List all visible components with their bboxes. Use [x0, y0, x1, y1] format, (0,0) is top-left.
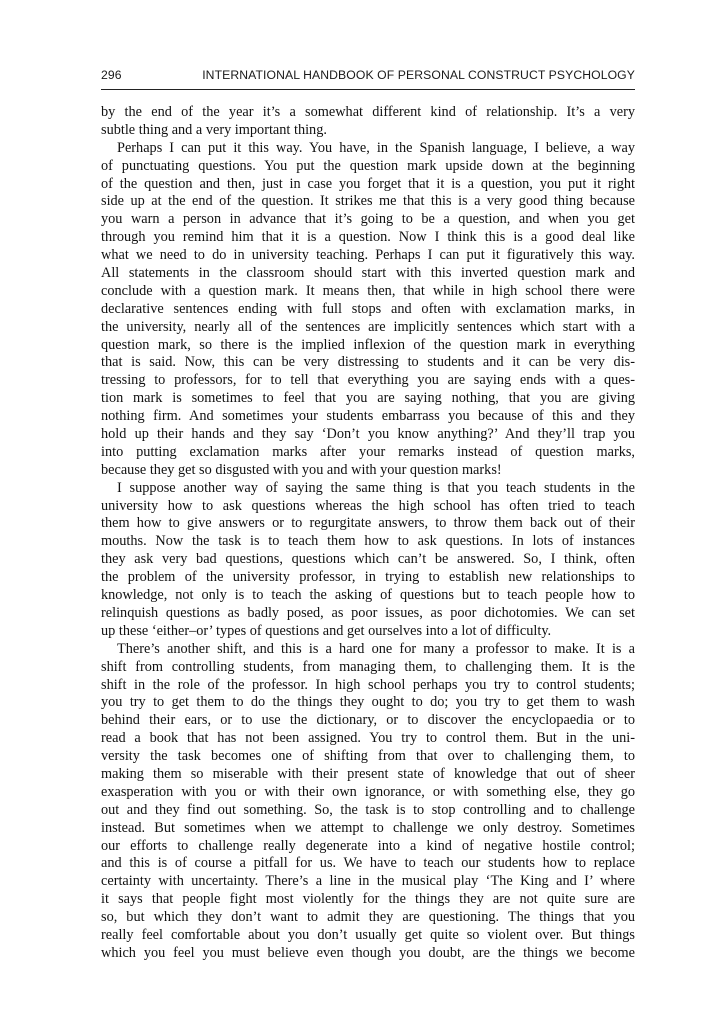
- text-line: shift from controlling students, from managing them, to challenging them. It is the: [101, 658, 635, 675]
- text-line: what we need to do in university teaching. Perhaps I can put it figuratively this way.: [101, 247, 635, 264]
- paragraph: [101, 140, 635, 480]
- text-line: the problem of the university professor, in trying to establish new relationships to: [101, 569, 635, 586]
- text-line: conclude with a question mark. It means then, that while in high school there were: [101, 282, 635, 299]
- text-line: nothing firm. And sometimes your students embarrass you because of this and they: [101, 408, 635, 425]
- text-line: instead. But sometimes when we attempt to challenge we only destroy. Sometimes: [101, 819, 635, 836]
- text-line: them how to give answers or to regurgitate answers, to throw them back out of their: [101, 515, 635, 532]
- text-line: that is said. Now, this can be very distressing to students and it can be very dis-: [101, 354, 635, 371]
- text-line: read a book that has not been assigned. You try to control them. But in the uni-: [101, 730, 635, 747]
- text-line: they ask very bad questions, questions which can’t be answered. So, I think, often: [101, 551, 635, 568]
- text-line: through you remind him that it is a question. Now I think this is a good deal like: [101, 229, 635, 246]
- text-line: of the question and then, just in case you forget that it is a question, you put it right: [101, 175, 635, 192]
- text-line: All statements in the classroom should start with this inverted question mark and: [101, 265, 635, 282]
- text-line: question mark, so there is the implied inflexion of the question mark in everything: [101, 336, 635, 353]
- text-line: by the end of the year it’s a somewhat different kind of relationship. It’s a very: [101, 104, 635, 120]
- text-line: tressing to professors, for to tell that everything you are saying ends with a ques-: [101, 372, 635, 389]
- text-line: it says that people fight most violently for the things they are not quite sure are: [101, 891, 635, 908]
- text-line: subtle thing and a very important thing.: [101, 121, 327, 138]
- text-line: you try to get them to do the things they ought to do; you try to get them to wash: [101, 694, 635, 711]
- text-line: versity the task becomes one of shifting from that over to challenging them, to: [101, 748, 635, 765]
- text-line: and this is of course a pitfall for us. We have to teach our students how to replace: [101, 855, 635, 872]
- text-line: which you feel you must believe even though you doubt, are the things we become: [101, 944, 635, 961]
- text-line: behind their ears, or to use the dictionary, or to discover the encyclopaedia or to: [101, 712, 635, 729]
- paragraph: [101, 641, 635, 963]
- text-line: really feel comfortable about you don’t usually get quite so violent over. But things: [101, 926, 635, 943]
- text-line: knowledge, not only is to teach the asking of questions but to teach people how to: [101, 587, 635, 604]
- text-line: certainty with uncertainty. There’s a line in the musical play ‘The King and I’ where: [101, 873, 635, 890]
- text-line: I suppose another way of saying the same thing is that you teach students in the: [117, 479, 635, 496]
- running-head: [101, 66, 635, 86]
- book-title: INTERNATIONAL HANDBOOK OF PERSONAL CONSTRUCT PSYCHOLOGY: [202, 68, 635, 82]
- text-line: up these ‘either–or’ types of questions and get ourselves into a lot of difficulty.: [101, 622, 552, 639]
- text-line: relinquish questions as badly posed, as poor issues, as poor dichotomies. We can set: [101, 604, 635, 621]
- paragraph: [101, 104, 635, 140]
- text-line: our efforts to challenge really degenerate into a kind of negative hostile control;: [101, 837, 635, 854]
- header-rule: [101, 89, 635, 90]
- text-line: into putting exclamation marks after your remarks instead of question marks,: [101, 443, 635, 460]
- text-line: shift in the role of the professor. In high school perhaps you try to control students;: [101, 676, 635, 693]
- text-line: because they get so disgusted with you and with your question marks!: [101, 461, 502, 478]
- text-line: of punctuating questions. You put the question mark upside down at the beginning: [101, 157, 635, 174]
- text-line: declarative sentences ending with full stops and often with exclamation marks, in: [101, 300, 635, 317]
- text-line: Perhaps I can put it this way. You have, in the Spanish language, I believe, a way: [117, 139, 635, 156]
- text-line: the university, nearly all of the sentences are implicitly sentences which start with a: [101, 318, 635, 335]
- text-line: you warn a person in advance that it’s going to be a question, and when you get: [101, 211, 635, 228]
- text-line: university how to ask questions whereas the high school has often tried to teach: [101, 497, 635, 514]
- text-line: so, but which they don’t want to admit they are questioning. The things that you: [101, 909, 635, 926]
- text-line: hold up their hands and they say ‘Don’t you know anything?’ And they’ll trap you: [101, 426, 635, 443]
- text-line: making them so miserable with their present state of knowledge that out of sheer: [101, 765, 635, 782]
- text-line: mouths. Now the task is to teach them how to ask questions. In lots of instances: [101, 533, 635, 550]
- paragraph: [101, 480, 635, 641]
- text-line: exasperation with you or with their own ignorance, or with something else, they go: [101, 783, 635, 800]
- text-line: tion mark is sometimes to feel that you are saying nothing, that you are giving: [101, 390, 635, 407]
- page-number: 296: [101, 68, 122, 82]
- text-line: side up at the end of the question. It strikes me that this is a very good thing because: [101, 193, 635, 210]
- text-line: out and they find out something. So, the task is to stop controlling and to challenge: [101, 801, 635, 818]
- body-text: [101, 104, 635, 963]
- text-line: There’s another shift, and this is a hard one for many a professor to make. It is a: [117, 640, 635, 657]
